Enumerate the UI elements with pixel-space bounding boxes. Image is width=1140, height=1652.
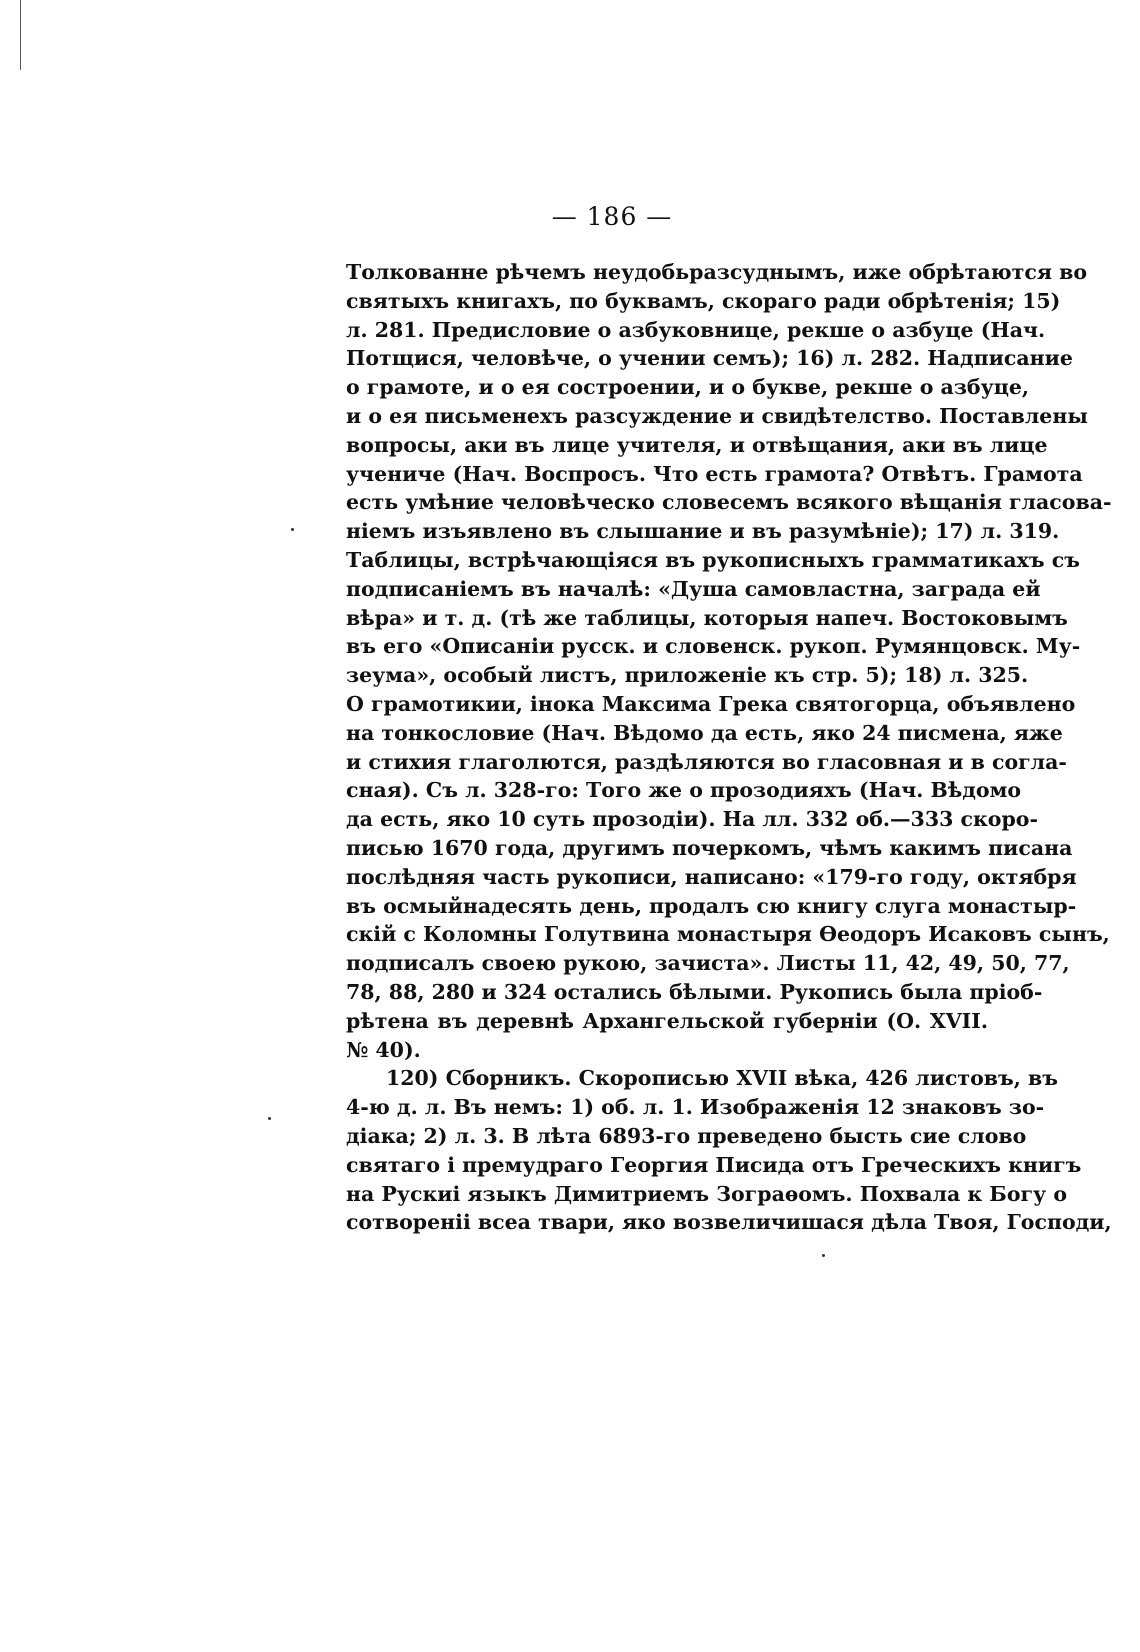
text-line: подписаніемъ въ началѣ: «Душа самовластна, заграда ей bbox=[346, 576, 1041, 601]
text-line: и стихия глаголются, раздѣляются во гласовная и в согла- bbox=[346, 749, 1067, 774]
text-line: на тонкословие (Нач. Вѣдомо да есть, яко 24 писмена, яже bbox=[346, 720, 1063, 745]
text-line: Таблицы, встрѣчающіяся въ рукописныхъ грамматикахъ съ bbox=[346, 547, 1080, 572]
scan-speck bbox=[291, 528, 294, 531]
text-line: на Рускиі языкъ Димитриемъ Зограѳомъ. Похвала к Богу о bbox=[346, 1181, 1067, 1206]
text-line: въ осмыйнадесять день, продалъ сю книгу слуга монастыр- bbox=[346, 893, 1077, 918]
body-text bbox=[346, 258, 1112, 1237]
text-line: зеума», особый листъ, приложеніе къ стр. 5); 18) л. 325. bbox=[346, 663, 1029, 688]
text-line: сная). Съ л. 328-го: Того же о прозодияхъ (Нач. Вѣдомо bbox=[346, 778, 1022, 803]
text-line: о грамоте, и о ея состроении, и о букве, рекше о азбуце, bbox=[346, 375, 1030, 400]
text-line: Потщися, человѣче, о учении семъ); 16) л. 282. Надписание bbox=[346, 346, 1073, 371]
scan-speck bbox=[268, 1117, 271, 1120]
text-line: послѣдняя часть рукописи, написано: «179-го году, октября bbox=[346, 864, 1077, 889]
text-line: Толкованне рѣчемъ неудобьразсуднымъ, иже обрѣтаются во bbox=[346, 260, 1088, 284]
text-line: да есть, яко 10 суть прозодіи). На лл. 332 об.—333 скоро- bbox=[346, 807, 1038, 832]
text-line: есть умѣние человѣческо словесемъ всякого вѣщанія гласова- bbox=[346, 490, 1112, 515]
text-line: 4-ю д. л. Въ немъ: 1) об. л. 1. Изображенія 12 знаковъ зо- bbox=[346, 1095, 1045, 1120]
text-line: вѣра» и т. д. (тѣ же таблицы, которыя напеч. Востоковымъ bbox=[346, 605, 1068, 630]
scan-edge-line bbox=[20, 0, 21, 70]
paragraph bbox=[346, 258, 1112, 1064]
text-line: и о ея письменехъ разсуждение и свидѣтелство. Поставлены bbox=[346, 403, 1088, 428]
paragraph bbox=[346, 1064, 1112, 1237]
text-line: скій с Коломны Голутвина монастыря Ѳеодоръ Исаковъ сынъ, bbox=[346, 922, 1110, 947]
text-line: ніемъ изъявлено въ слышание и въ разумѣніе); 17) л. 319. bbox=[346, 519, 1060, 544]
text-line: 78, 88, 280 и 324 остались бѣлыми. Рукопись была пріоб- bbox=[346, 979, 1043, 1004]
text-line: рѣтена въ деревнѣ Архангельской губерніи (О. XVII. bbox=[346, 1008, 988, 1033]
scan-speck bbox=[822, 1254, 825, 1257]
text-line: № 40). bbox=[346, 1037, 421, 1062]
text-line: л. 281. Предисловие о азбуковнице, рекше о азбуце (Нач. bbox=[346, 317, 1046, 342]
text-line: святаго і премудраго Георгия Писида отъ Греческихъ книгъ bbox=[346, 1152, 1082, 1177]
text-line: святыхъ книгахъ, по буквамъ, скораго ради обрѣтенія; 15) bbox=[346, 288, 1061, 313]
page-number: — 186 — bbox=[551, 202, 673, 231]
text-line: писью 1670 года, другимъ почеркомъ, чѣмъ какимъ писана bbox=[346, 835, 1073, 860]
text-line: подписалъ своею рукою, зачиста». Листы 11, 42, 49, 50, 77, bbox=[346, 951, 1070, 976]
text-line: сотвореніі всеа твари, яко возвеличишася дѣла Твоя, Господи, bbox=[346, 1210, 1112, 1235]
text-line: діака; 2) л. 3. В лѣта 6893-го преведено бысть сие слово bbox=[346, 1123, 1027, 1148]
text-line: въ его «Описаніи русск. и словенск. рукоп. Румянцовск. Му- bbox=[346, 634, 1081, 659]
text-line: О грамотикии, інока Максима Грека святогорца, объявлено bbox=[346, 691, 1076, 716]
text-line: вопросы, аки въ лице учителя, и отвѣщания, аки въ лице bbox=[346, 432, 1048, 457]
text-line: ученичe (Нач. Воспросъ. Что есть грамота? Отвѣтъ. Грамота bbox=[346, 461, 1083, 486]
text-line: 120) Сборникъ. Скорописью XVII вѣка, 426 листовъ, въ bbox=[386, 1066, 1059, 1091]
